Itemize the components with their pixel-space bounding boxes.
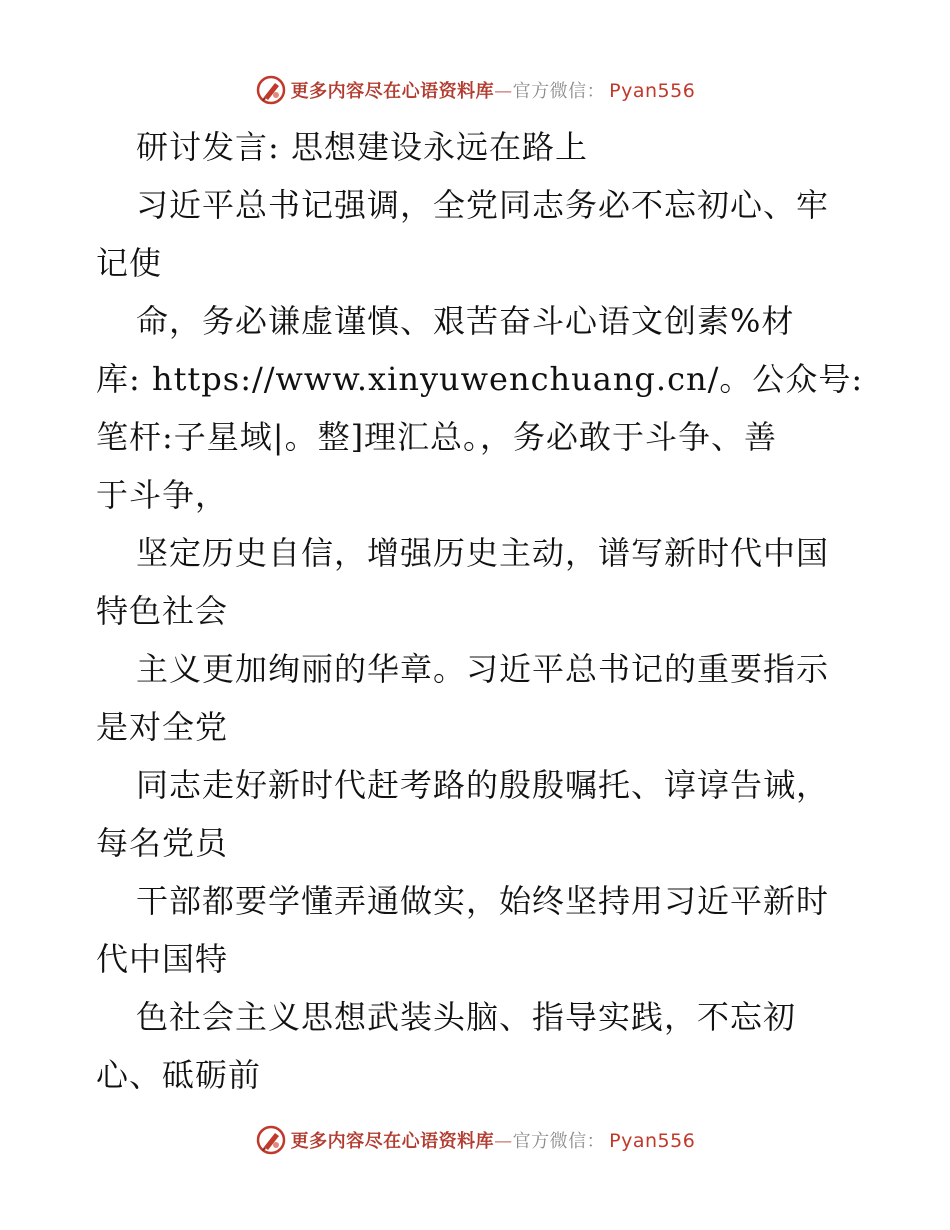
document-line: 是对全党 <box>96 708 229 746</box>
document-line: 同志走好新时代赶考路的殷殷嘱托、谆谆告诫， <box>136 766 830 804</box>
document-line: 心、砥砺前 <box>96 1056 262 1094</box>
document-line: 记使 <box>96 244 163 282</box>
document-line: 坚定历史自信，增强历史主动，谱写新时代中国 <box>136 534 830 572</box>
banner-wechat-id: Pyan556 <box>609 80 696 102</box>
document-line: 色社会主义思想武装头脑、指导实践，不忘初 <box>136 998 797 1036</box>
document-line: 代中国特 <box>96 940 229 978</box>
banner-wechat-id: Pyan556 <box>609 1130 696 1152</box>
banner-separator: — <box>494 1131 513 1152</box>
banner-wechat-label: 官方微信： <box>512 81 606 102</box>
document-line: 库: https://www.xinyuwenchuang.cn/。公众号: <box>96 360 864 398</box>
footer-banner <box>0 1120 950 1160</box>
document-line: 笔杆:子星域|。整]理汇总。，务必敢于斗争、善 <box>96 418 778 456</box>
banner-wechat-label: 官方微信： <box>512 1131 606 1152</box>
document-line: 习近平总书记强调，全党同志务必不忘初心、牢 <box>136 186 830 224</box>
document-line: 于斗争， <box>96 476 229 514</box>
document-line: 主义更加绚丽的华章。习近平总书记的重要指示 <box>136 650 830 688</box>
document-title: 研讨发言: 思想建设永远在路上 <box>136 128 588 166</box>
header-banner <box>0 70 950 110</box>
document-line: 特色社会 <box>96 592 229 630</box>
banner-site-name: 更多内容尽在心语资料库 <box>290 81 495 102</box>
banner-site-name: 更多内容尽在心语资料库 <box>290 1131 495 1152</box>
document-line: 命，务必谦虚谨慎、艰苦奋斗心语文创素%材 <box>136 302 795 340</box>
document-line: 每名党员 <box>96 824 229 862</box>
document-line: 干部都要学懂弄通做实，始终坚持用习近平新时 <box>136 882 830 920</box>
document-body <box>96 118 866 1104</box>
pen-logo-icon <box>255 1124 287 1156</box>
banner-separator: — <box>494 81 513 102</box>
pen-logo-icon <box>255 74 287 106</box>
